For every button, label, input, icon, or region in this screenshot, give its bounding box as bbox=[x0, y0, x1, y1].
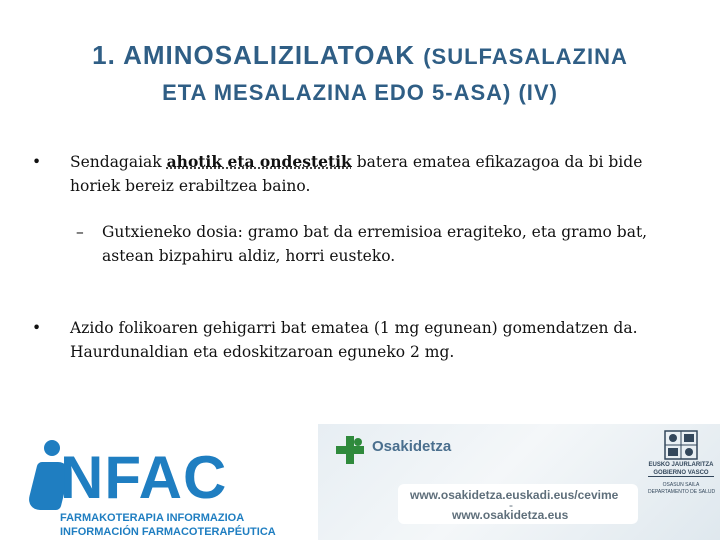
bullet-text: Azido folikoaren gehigarri bat ematea (1 mg egunean) gomendatzen da. Haurdunaldian eta edoskitzaroan eguneko 2 mg. bbox=[70, 319, 638, 361]
title-line-2: ETA MESALAZINA EDO 5-ASA) (IV) bbox=[162, 80, 558, 105]
dash-mark: – bbox=[76, 223, 84, 241]
title-line-1 bbox=[0, 36, 720, 76]
bullet-mark: • bbox=[32, 153, 42, 171]
title-main: 1. AMINOSALIZILATOAK bbox=[92, 40, 424, 70]
infac-subtitle-es: INFORMACIÓN FARMACOTERAPÉUTICA bbox=[60, 526, 276, 538]
bullet-item bbox=[32, 150, 680, 198]
sub-bullet-text: Gutxieneko dosia: gramo bat da erremisioa eragiteko, eta gramo bat, astean bizpahiru aldiz, horri eusteko. bbox=[102, 223, 648, 265]
bullet-emphasis: ahotik eta ondestetik bbox=[166, 152, 352, 171]
tree-crest-icon bbox=[664, 430, 698, 460]
osakidetza-label: Osakidetza bbox=[372, 438, 452, 455]
bullet-text-after: batera ematea efikazagoa da bi bide horiek bereiz erabiltzea baino. bbox=[70, 153, 643, 195]
title-paren: (SULFASALAZINA bbox=[423, 44, 628, 69]
i-dot-icon bbox=[44, 440, 60, 456]
bullet-mark: • bbox=[32, 319, 42, 337]
sub-bullet-item bbox=[76, 220, 692, 268]
gov-label-eu: EUSKO JAURLARITZA bbox=[648, 462, 714, 468]
dept-label-es: DEPARTAMENTO DE SALUD bbox=[648, 489, 716, 495]
dept-label-eu: OSASUN SAILA bbox=[662, 482, 700, 488]
infac-wordmark: NFAC bbox=[60, 444, 228, 511]
link-separator: - bbox=[509, 498, 513, 512]
infac-subtitle-eu: FARMAKOTERAPIA INFORMAZIOA bbox=[60, 512, 245, 524]
gobierno-vasco-logo bbox=[648, 430, 714, 520]
bullet-item bbox=[32, 316, 690, 364]
cevime-link[interactable]: www.osakidetza.euskadi.eus/cevime bbox=[410, 488, 619, 502]
bullet-text-before: Sendagaiak bbox=[70, 153, 167, 171]
osakidetza-link[interactable]: www.osakidetza.eus bbox=[452, 508, 569, 522]
slide-title bbox=[0, 36, 720, 110]
gov-label-es: GOBIERNO VASCO bbox=[648, 470, 714, 477]
osakidetza-logo-icon bbox=[336, 436, 364, 464]
infac-logo bbox=[26, 430, 296, 538]
